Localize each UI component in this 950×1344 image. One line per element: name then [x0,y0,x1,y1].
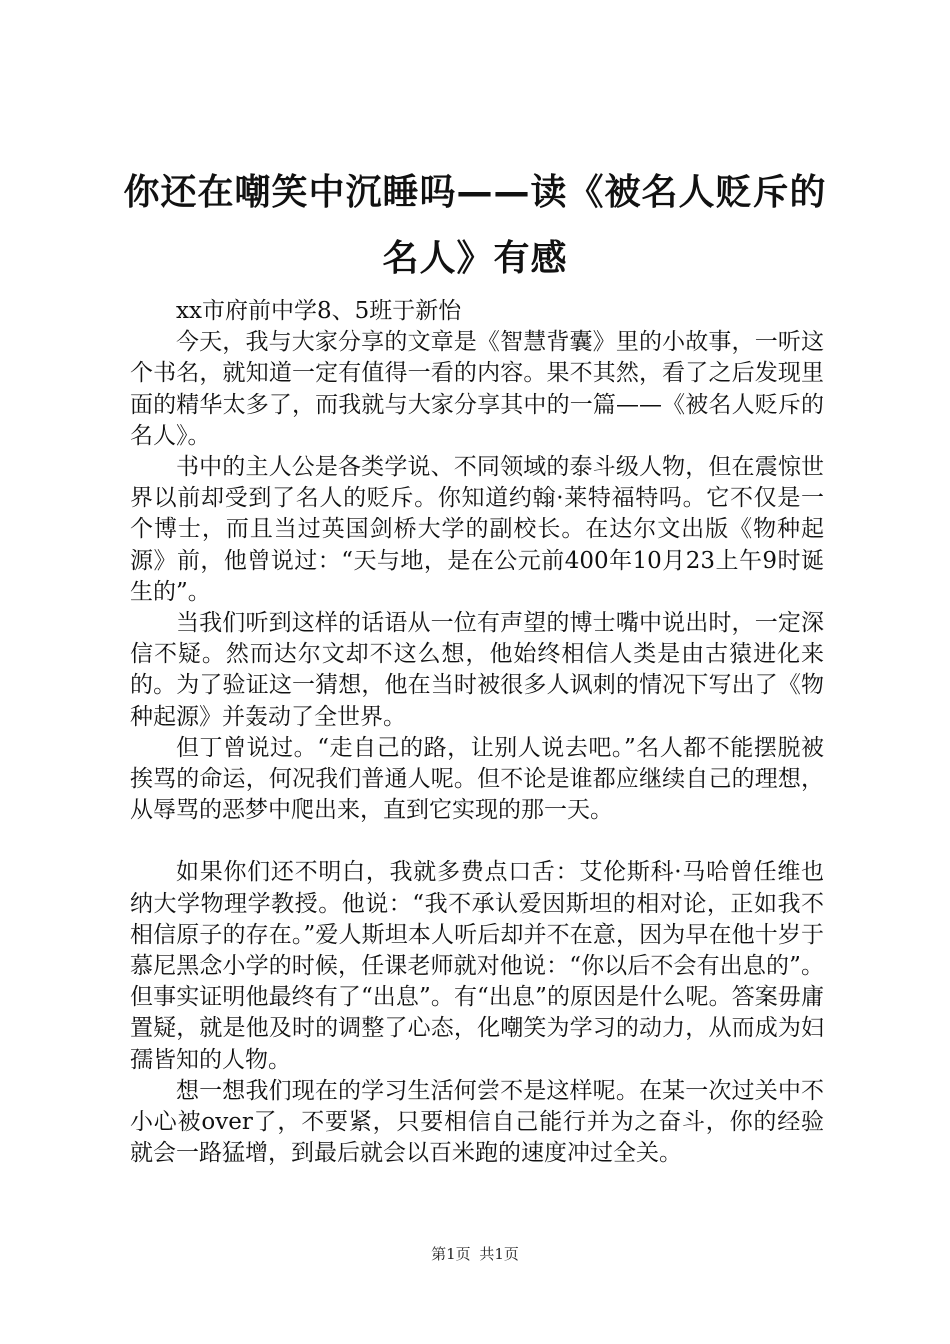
paragraph-3: 当我们听到这样的话语从一位有声望的博士嘴中说出时，一定深信不疑。然而达尔文却不这么想，他始终相信人类是由古猿进化来的。为了验证这一猜想，他在当时被很多人讽刺的情况下写出了《物种起源》并轰动了全世界。 [130,610,824,730]
paragraph-4: 但丁曾说过。“走自己的路，让别人说去吧。”名人都不能摆脱被挨骂的命运，何况我们普通人呢。但不论是谁都应继续自己的理想，从辱骂的恶梦中爬出来，直到它实现的那一天。 [130,734,824,824]
author-line: xx市府前中学8、5班于新怡 [176,298,462,324]
paragraph-5: 如果你们还不明白，我就多费点口舌：艾伦斯科·马哈曾任维也纳大学物理学教授。他说：“我不承认爱因斯坦的相对论，正如我不相信原子的存在。”爱人斯坦本人听后却并不在意，因为早在他十岁于慕尼黑念小学的时候，任课老师就对他说：“你以后不会有出息的”。但事实证明他最终有了“出息”。有“出息”的原因是什么呢。答案毋庸置疑，就是他及时的调整了心态，化嘲笑为学习的动力，从而成为妇孺皆知的人物。 [130,859,824,1073]
page-number: 第1页 [431,1245,471,1263]
paragraph-1: 今天，我与大家分享的文章是《智慧背囊》里的小故事，一听这个书名，就知道一定有值得一看的内容。果不其然，看了之后发现里面的精华太多了，而我就与大家分享其中的一篇——《被名人贬斥的名人》。 [130,329,824,449]
paragraph-2: 书中的主人公是各类学说、不同领域的泰斗级人物，但在震惊世界以前却受到了名人的贬斥。你知道约翰·莱特福特吗。它不仅是一个博士，而且当过英国剑桥大学的副校长。在达尔文出版《物种起源》前，他曾说过：“天与地，是在公元前400年10月23上午9时诞生的”。 [130,454,824,605]
document-title: 你还在嘲笑中沉睡吗——读《被名人贬斥的名人》有感 [123,172,827,279]
page-total: 共1页 [479,1245,519,1263]
paragraph-6: 想一想我们现在的学习生活何尝不是这样呢。在某一次过关中不小心被over了，不要紧，只要相信自己能行并为之奋斗，你的经验就会一路猛增，到最后就会以百米跑的速度冲过全关。 [130,1077,824,1167]
document-body [130,296,824,1169]
page-footer [0,1243,950,1265]
